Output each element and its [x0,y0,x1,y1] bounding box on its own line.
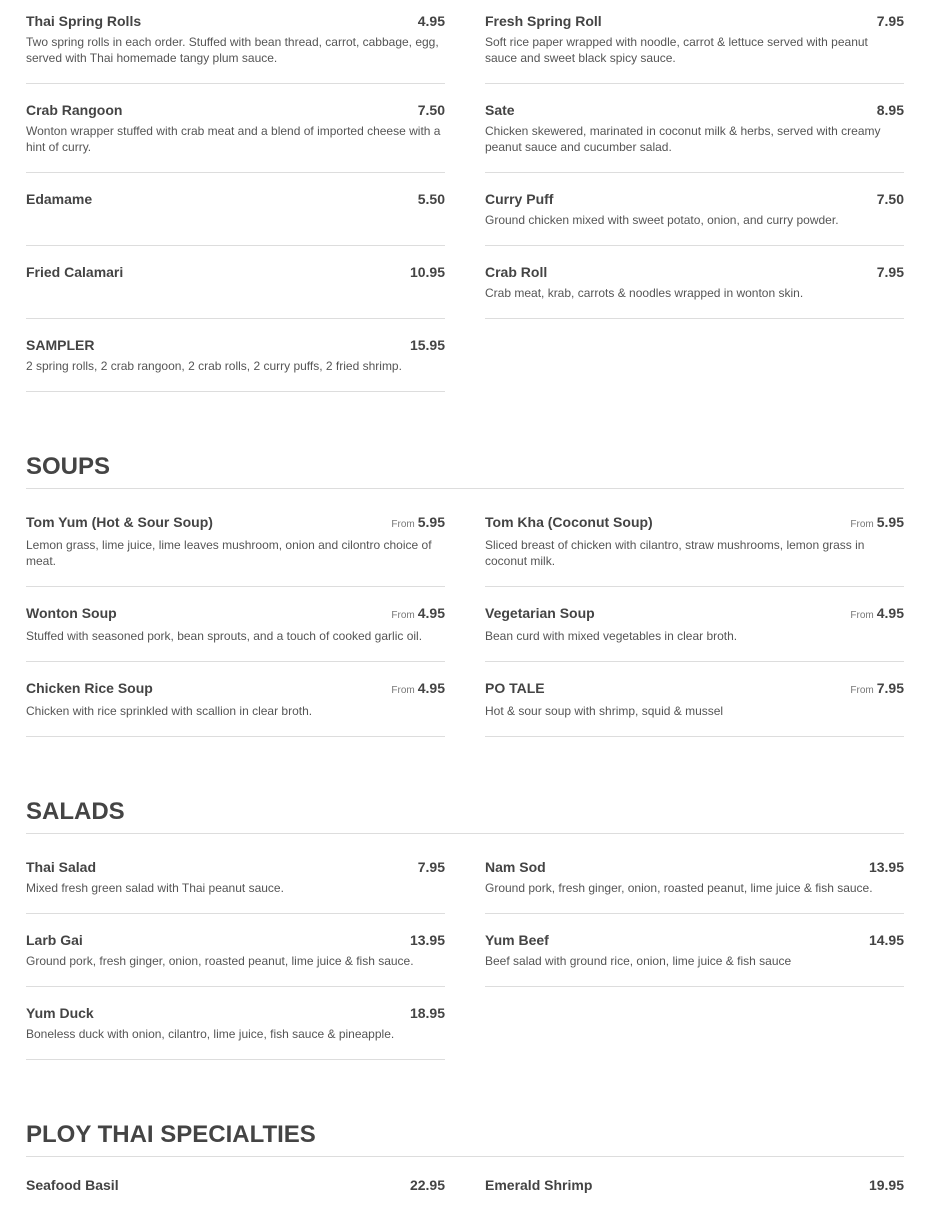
item-price: 13.95 [409,932,445,948]
item-name: Yum Beef [485,932,549,948]
from-label: From [850,610,874,621]
item-name: Yum Duck [26,1005,94,1021]
menu-item [485,604,904,662]
item-price-group [391,604,445,625]
item-name: Curry Puff [485,191,554,207]
item-price: 18.95 [409,1005,445,1021]
item-price: 19.95 [868,1177,904,1193]
item-name: Seafood Basil [26,1177,119,1193]
item-price: 7.50 [876,191,904,207]
from-label: From [391,610,415,621]
item-description: Stuffed with seasoned pork, bean sprouts, and a touch of cooked garlic oil. [26,629,423,643]
from-label: From [850,519,874,530]
menu-item [26,604,445,662]
item-price: 5.95 [417,514,445,530]
item-name: Nam Sod [485,859,546,875]
item-name: Fried Calamari [26,264,124,280]
item-price: 13.95 [868,859,904,875]
item-price: 22.95 [409,1177,445,1193]
menu-item [26,513,445,587]
item-price: 4.95 [876,605,904,621]
item-name: Crab Rangoon [26,102,123,118]
menu-item [26,101,445,173]
item-price-group [391,513,445,534]
section-title-soups: SOUPS [26,455,904,489]
item-name: Tom Yum (Hot & Sour Soup) [26,514,213,530]
item-name: Wonton Soup [26,605,117,621]
item-price: 7.95 [876,264,904,280]
item-price: 8.95 [876,102,904,118]
menu-item [485,858,904,914]
item-price: 14.95 [868,932,904,948]
from-label: From [391,519,415,530]
menu-item [485,1176,904,1206]
item-name: Sate [485,102,515,118]
item-description: Ground pork, fresh ginger, onion, roasted peanut, lime juice & fish sauce. [26,954,414,968]
item-description: 2 spring rolls, 2 crab rangoon, 2 crab rolls, 2 curry puffs, 2 fried shrimp. [26,359,402,373]
item-description: Soft rice paper wrapped with noodle, carrot & lettuce served with peanut sauce and sweet black spicy sauce. [485,35,868,65]
item-price: 5.50 [417,191,445,207]
item-name: Emerald Shrimp [485,1177,593,1193]
item-name: Vegetarian Soup [485,605,595,621]
item-price: 4.95 [417,605,445,621]
item-description: Sliced breast of chicken with cilantro, straw mushrooms, lemon grass in coconut milk. [485,538,865,568]
menu-item [26,858,445,914]
menu-item [485,513,904,587]
item-price: 7.95 [417,859,445,875]
item-description: Boneless duck with onion, cilantro, lime juice, fish sauce & pineapple. [26,1027,395,1041]
item-price-group [850,679,904,700]
item-name: SAMPLER [26,337,95,353]
item-name: Thai Spring Rolls [26,13,142,29]
item-price-group [850,513,904,534]
menu-item [26,336,445,392]
item-price: 4.95 [417,13,445,29]
item-description: Chicken with rice sprinkled with scallion in clear broth. [26,704,313,718]
menu-item [26,679,445,737]
item-price: 4.95 [417,680,445,696]
item-description: Two spring rolls in each order. Stuffed with bean thread, carrot, cabbage, egg, served with Thai homemade tangy plum sauce. [26,35,439,65]
from-label: From [391,685,415,696]
item-price: 7.95 [876,13,904,29]
item-price: 5.95 [876,514,904,530]
menu-item [26,1176,445,1206]
item-name: Thai Salad [26,859,97,875]
item-name: Chicken Rice Soup [26,680,153,696]
menu-item [485,101,904,173]
item-price: 7.95 [876,680,904,696]
item-name: Crab Roll [485,264,548,280]
menu-item [26,263,445,319]
menu-item [26,12,445,84]
item-price: 15.95 [409,337,445,353]
item-name: Larb Gai [26,932,83,948]
menu-item [26,931,445,987]
menu-item [485,931,904,987]
item-name: Tom Kha (Coconut Soup) [485,514,653,530]
section-title-specialties: PLOY THAI SPECIALTIES [26,1123,904,1157]
item-description: Crab meat, krab, carrots & noodles wrapped in wonton skin. [485,286,804,300]
item-description: Mixed fresh green salad with Thai peanut sauce. [26,881,284,895]
menu-item [485,190,904,246]
section-title-salads: SALADS [26,800,904,834]
item-price: 10.95 [409,264,445,280]
item-description: Beef salad with ground rice, onion, lime juice & fish sauce [485,954,792,968]
item-price-group [850,604,904,625]
menu-item [485,679,904,737]
menu-item [26,190,445,246]
item-description: Ground pork, fresh ginger, onion, roasted peanut, lime juice & fish sauce. [485,881,873,895]
item-description: Wonton wrapper stuffed with crab meat and a blend of imported cheese with a hint of curry. [26,124,441,154]
item-description: Lemon grass, lime juice, lime leaves mushroom, onion and cilontro choice of meat. [26,538,432,568]
item-name: Fresh Spring Roll [485,13,602,29]
item-description: Chicken skewered, marinated in coconut milk & herbs, served with creamy peanut sauce and cucumber salad. [485,124,881,154]
item-description: Bean curd with mixed vegetables in clear broth. [485,629,738,643]
item-name: Edamame [26,191,93,207]
item-description: Hot & sour soup with shrimp, squid & mussel [485,704,724,718]
menu-item [485,263,904,319]
item-price-group [391,679,445,700]
menu-item [485,12,904,84]
item-description: Ground chicken mixed with sweet potato, onion, and curry powder. [485,213,839,227]
item-name: PO TALE [485,680,545,696]
item-price: 7.50 [417,102,445,118]
from-label: From [850,685,874,696]
menu-item [26,1004,445,1060]
